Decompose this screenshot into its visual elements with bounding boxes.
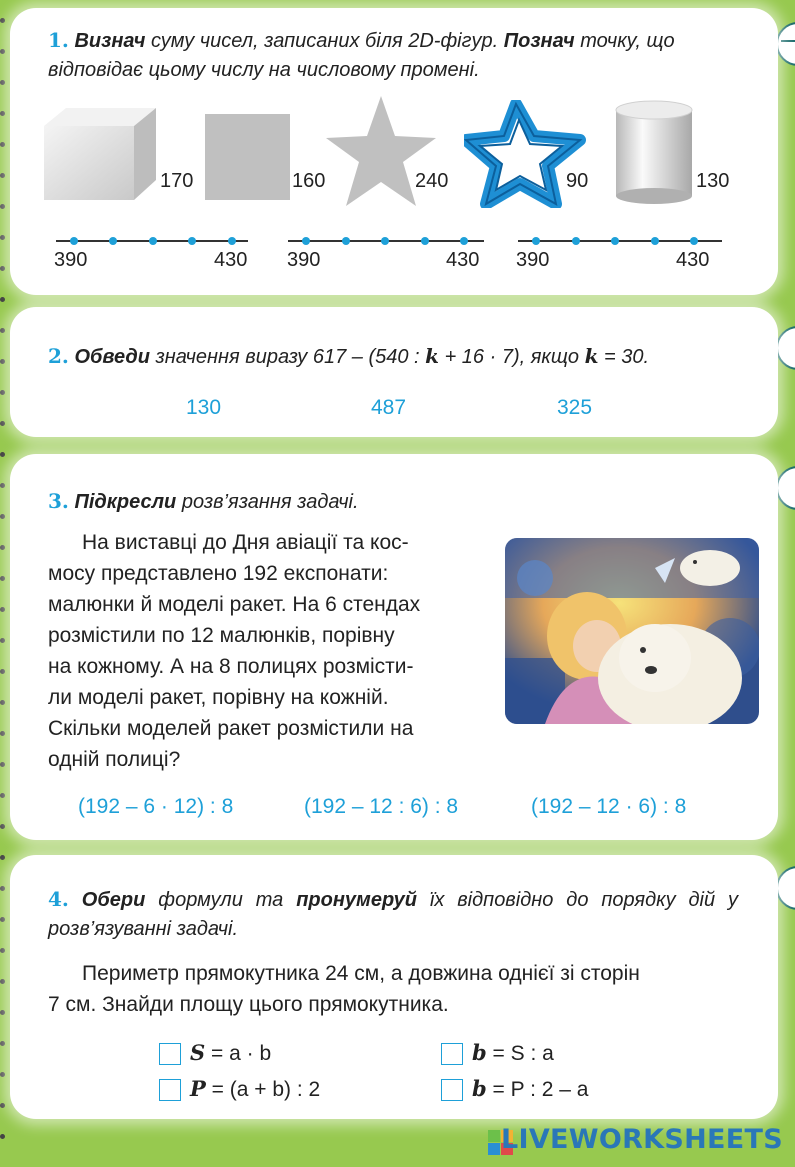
task3-verb: Підкресли xyxy=(74,491,177,513)
task3-number: 3. xyxy=(48,489,69,513)
number-line-2-end: 430 xyxy=(446,249,480,271)
binding-hole xyxy=(0,514,5,519)
binding-hole xyxy=(0,731,5,736)
binding-hole xyxy=(0,266,5,271)
binding-hole xyxy=(0,948,5,953)
star-prism-value: 90 xyxy=(566,170,589,192)
binding-hole xyxy=(0,700,5,705)
binding-hole xyxy=(0,979,5,984)
binding-hole xyxy=(0,607,5,612)
girl-with-polar-bear-painting xyxy=(505,538,759,724)
number-line-2-start: 390 xyxy=(287,249,321,271)
formula-2 xyxy=(472,1040,554,1066)
cylinder-icon xyxy=(614,100,698,206)
binding-hole xyxy=(0,638,5,643)
binding-hole xyxy=(0,855,5,860)
binding-hole xyxy=(0,328,5,333)
task4-number: 4. xyxy=(48,887,69,911)
formula-1 xyxy=(190,1040,271,1066)
task2-instruction xyxy=(48,342,768,372)
task3-instruction xyxy=(48,487,768,517)
binding-hole xyxy=(0,235,5,240)
task4-problem-line-2: 7 см. Знайди площу цього прямокутника. xyxy=(48,993,449,1016)
formula-checkbox-1[interactable] xyxy=(159,1043,181,1065)
task4-text2: їх відповідно до порядку дій у розв’язуванні задачі. xyxy=(48,889,738,940)
formula-4-lhs: b xyxy=(472,1076,487,1101)
task3-problem-line: малюнки й моделі ракет. На 6 стендах xyxy=(48,593,421,616)
task3-problem-line: мосу представлено 192 експонати: xyxy=(48,562,389,585)
task4-instruction xyxy=(48,885,738,944)
task3-problem-line: на кожному. А на 8 полицях розмісти- xyxy=(48,655,414,678)
task3-option-2[interactable]: (192 – 12 : 6) : 8 xyxy=(304,795,459,818)
binding-hole xyxy=(0,18,5,23)
formula-3 xyxy=(190,1076,320,1102)
task3-problem-line: На виставці до Дня авіації та кос- xyxy=(82,531,409,554)
number-line-3[interactable] xyxy=(518,234,722,248)
side-tab-4 xyxy=(776,866,795,910)
binding-hole xyxy=(0,49,5,54)
task1-text2: точку, що відповідає цьому числу на числовому промені. xyxy=(48,30,675,81)
binding-hole xyxy=(0,917,5,922)
number-line-1[interactable] xyxy=(56,234,248,248)
number-line-2[interactable] xyxy=(288,234,484,248)
task1-verb2: Познач xyxy=(503,30,575,52)
binding-hole xyxy=(0,142,5,147)
task2-answer-3[interactable]: 325 xyxy=(557,396,593,419)
binding-hole xyxy=(0,359,5,364)
task3-option-1[interactable]: (192 – 6 · 12) : 8 xyxy=(78,795,234,818)
side-tab-3 xyxy=(776,466,795,510)
cube-value: 170 xyxy=(160,170,194,192)
task2-answer-2[interactable]: 487 xyxy=(371,396,407,419)
binding-hole xyxy=(0,80,5,85)
task2-var1: k xyxy=(425,344,440,368)
number-line-3-start: 390 xyxy=(516,249,550,271)
number-line-1-end: 430 xyxy=(214,249,248,271)
formula-4-rhs: = P : 2 – a xyxy=(486,1078,589,1101)
binding-hole xyxy=(0,886,5,891)
cube-icon xyxy=(44,108,158,206)
task4-verb2: пронумеруй xyxy=(296,889,417,911)
square-value: 160 xyxy=(292,170,326,192)
binding-hole xyxy=(0,452,5,457)
formula-3-lhs: P xyxy=(190,1076,206,1101)
side-tab-1-line xyxy=(781,40,795,42)
binding-hole xyxy=(0,297,5,302)
task2-answer-1[interactable]: 130 xyxy=(186,396,222,419)
side-tab-1 xyxy=(776,22,795,66)
task1-verb1: Визнач xyxy=(74,30,146,52)
task4-problem-line-1: Периметр прямокутника 24 см, а довжина однієї зі сторін xyxy=(82,962,640,985)
binding-hole xyxy=(0,669,5,674)
task3-problem xyxy=(48,527,486,775)
task3-problem-line: розмістили по 12 малюнків, порівну xyxy=(48,624,395,647)
binding-hole xyxy=(0,1010,5,1015)
task1-text1: суму чисел, записаних біля 2D-фігур. xyxy=(145,30,504,52)
binding-hole xyxy=(0,111,5,116)
liveworksheets-logo[interactable]: LIVEWORKSHEETS xyxy=(500,1124,783,1155)
binding-hole xyxy=(0,762,5,767)
task3-problem-line: Скільки моделей ракет розмістили на xyxy=(48,717,414,740)
formula-checkbox-2[interactable] xyxy=(441,1043,463,1065)
task2-var2: k xyxy=(584,344,599,368)
star-value: 240 xyxy=(415,170,449,192)
task1-number: 1. xyxy=(48,28,69,52)
binding-hole xyxy=(0,421,5,426)
binding-hole xyxy=(0,1072,5,1077)
formula-checkbox-4[interactable] xyxy=(441,1079,463,1101)
task3-problem-line: ли моделі ракет, порівну на кожній. xyxy=(48,686,389,709)
task2-text-c: = 30. xyxy=(598,346,650,368)
number-line-1-start: 390 xyxy=(54,249,88,271)
binding-hole xyxy=(0,824,5,829)
binding-hole xyxy=(0,173,5,178)
formula-4 xyxy=(472,1076,588,1102)
formula-2-rhs: = S : a xyxy=(486,1042,554,1065)
task3-option-3[interactable]: (192 – 12 · 6) : 8 xyxy=(531,795,687,818)
binding-hole xyxy=(0,576,5,581)
binding-hole xyxy=(0,545,5,550)
binding-hole xyxy=(0,1103,5,1108)
task2-number: 2. xyxy=(48,344,69,368)
task2-verb: Обведи xyxy=(74,346,150,368)
task1-instruction xyxy=(48,26,768,85)
binding-hole xyxy=(0,483,5,488)
formula-1-rhs: = a · b xyxy=(205,1042,272,1065)
task2-text-b: + 16 · 7), якщо xyxy=(439,346,585,368)
task3-text: розв’язання задачі. xyxy=(176,491,359,513)
square-icon xyxy=(205,114,290,200)
binding-hole xyxy=(0,390,5,395)
binding-spine xyxy=(0,0,8,1167)
binding-hole xyxy=(0,1134,5,1139)
task4-text1: формули та xyxy=(145,889,297,911)
formula-3-rhs: = (a + b) : 2 xyxy=(205,1078,321,1101)
side-tab-2 xyxy=(776,326,795,370)
formula-2-lhs: b xyxy=(472,1040,487,1065)
task3-problem-line: одній полиці? xyxy=(48,748,181,771)
formula-checkbox-3[interactable] xyxy=(159,1079,181,1101)
binding-hole xyxy=(0,204,5,209)
cylinder-value: 130 xyxy=(696,170,730,192)
task4-verb1: Обери xyxy=(81,889,146,911)
number-line-3-end: 430 xyxy=(676,249,710,271)
task2-text-a: значення виразу 617 – (540 : xyxy=(149,346,426,368)
formula-1-lhs: S xyxy=(190,1040,206,1065)
binding-hole xyxy=(0,1041,5,1046)
binding-hole xyxy=(0,793,5,798)
